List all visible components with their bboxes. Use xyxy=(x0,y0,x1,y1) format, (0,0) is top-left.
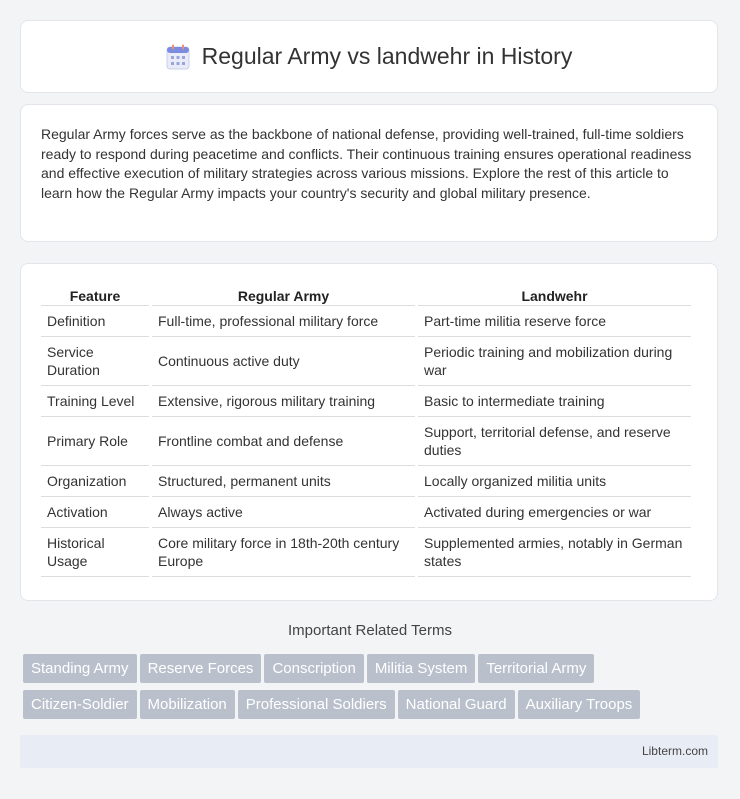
related-terms-list xyxy=(23,654,723,726)
footer-brand[interactable]: Libterm.com xyxy=(641,744,708,758)
page-title: Regular Army vs landwehr in History xyxy=(201,43,573,69)
table-cell: Periodic training and mobilization during war xyxy=(418,337,691,386)
intro-text: Regular Army forces serve as the backbone of national defense, providing well-trained, full-time soldiers ready to respond during peacetime and conflicts. Their continuous training ensures operational readiness and effective execution of military strategies across various missions. Explore the rest of this article to learn how the Regular Army impacts your country's security and global military presence. xyxy=(41,126,692,201)
table-cell: Part-time militia reserve force xyxy=(418,306,691,337)
table-cell: Frontline combat and defense xyxy=(152,417,415,466)
tag-mobilization[interactable]: Mobilization xyxy=(140,690,235,719)
comparison-card xyxy=(20,263,718,601)
tag-professional-soldiers[interactable]: Professional Soldiers xyxy=(238,690,395,719)
table-cell: Organization xyxy=(41,466,149,497)
related-terms-title: Important Related Terms xyxy=(288,622,452,639)
table-cell: Structured, permanent units xyxy=(152,466,415,497)
table-cell: Full-time, professional military force xyxy=(152,306,415,337)
calendar-icon xyxy=(166,44,190,70)
table-cell: Activated during emergencies or war xyxy=(418,497,691,528)
table-row xyxy=(41,337,691,386)
tag-auxiliary-troops[interactable]: Auxiliary Troops xyxy=(518,690,641,719)
intro-card xyxy=(20,104,718,242)
column-header-regular-army: Regular Army xyxy=(152,284,415,306)
tag-militia-system[interactable]: Militia System xyxy=(367,654,476,683)
table-cell: Basic to intermediate training xyxy=(418,386,691,417)
tag-territorial-army[interactable]: Territorial Army xyxy=(478,654,594,683)
table-cell: Extensive, rigorous military training xyxy=(152,386,415,417)
table-row xyxy=(41,417,691,466)
table-cell: Locally organized militia units xyxy=(418,466,691,497)
table-cell: Core military force in 18th-20th century Europe xyxy=(152,528,415,577)
table-row xyxy=(41,386,691,417)
tag-reserve-forces[interactable]: Reserve Forces xyxy=(140,654,262,683)
table-cell: Continuous active duty xyxy=(152,337,415,386)
column-header-landwehr: Landwehr xyxy=(418,284,691,306)
table-cell: Activation xyxy=(41,497,149,528)
table-cell: Support, territorial defense, and reserve duties xyxy=(418,417,691,466)
table-cell: Service Duration xyxy=(41,337,149,386)
comparison-table xyxy=(38,284,694,577)
table-header-row xyxy=(41,284,691,306)
table-row xyxy=(41,528,691,577)
table-cell: Definition xyxy=(41,306,149,337)
table-cell: Training Level xyxy=(41,386,149,417)
table-row xyxy=(41,306,691,337)
header-card xyxy=(20,20,718,93)
tag-national-guard[interactable]: National Guard xyxy=(398,690,515,719)
column-header-feature: Feature xyxy=(41,284,149,306)
footer xyxy=(20,735,718,768)
table-cell: Primary Role xyxy=(41,417,149,466)
tag-standing-army[interactable]: Standing Army xyxy=(23,654,137,683)
table-row xyxy=(41,466,691,497)
table-cell: Supplemented armies, notably in German states xyxy=(418,528,691,577)
tag-citizen-soldier[interactable]: Citizen-Soldier xyxy=(23,690,137,719)
table-cell: Historical Usage xyxy=(41,528,149,577)
table-cell: Always active xyxy=(152,497,415,528)
tag-conscription[interactable]: Conscription xyxy=(264,654,363,683)
table-row xyxy=(41,497,691,528)
